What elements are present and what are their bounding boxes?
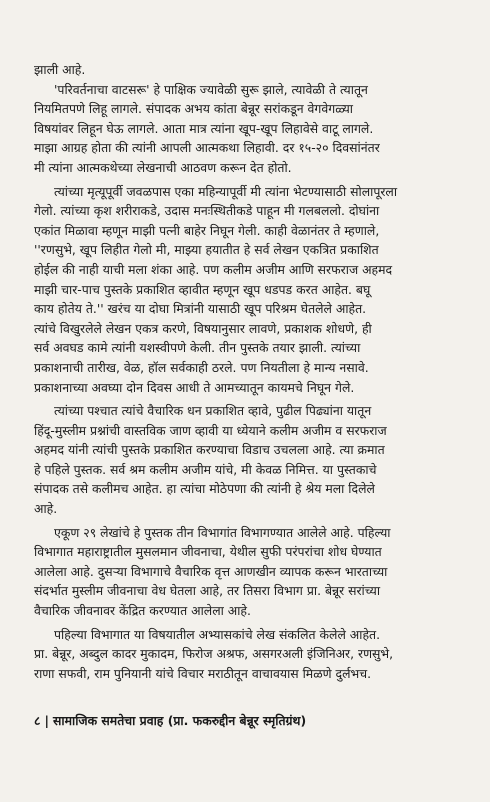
paragraph [34, 523, 460, 621]
text-line: पहिल्या विभागात या विषयातील अभ्यासकांचे लेख संकलित केलेले आहेत. [54, 626, 381, 642]
text-line: प्रा. बेन्नूर, अब्दुल कादर मुकादम, फिरोज अश्रफ, असगरअली इंजिनिअर, रणसुभे, [34, 646, 394, 662]
text-line: 'परिवर्तनाचा वाटसरू' हे पाक्षिक ज्यावेळी सुरू झाले, त्यावेळी ते त्यातून [54, 81, 368, 97]
text-line: ''रणसुभे, खूप लिहीत गेलो मी, माझ्या हयातीत हे सर्व लेखन एकत्रित प्रकाशित [34, 242, 379, 258]
text-line: संदर्भात मुस्लीम जीवनाचा वेध घेतला आहे, तर तिसरा विभाग प्रा. बेन्नूर सरांच्या [34, 583, 381, 599]
text-line: संपादक तसे कलीमच आहेत. हा त्यांचा मोठेपणा की त्यांनी हे श्रेय मला दिलेले [34, 481, 375, 497]
text-line: त्यांच्या मृत्यूपूर्वी जवळपास एका महिन्यापूर्वी मी त्यांना भेटण्यासाठी सोलापूरला [54, 183, 398, 199]
footer-divider: | [44, 713, 49, 728]
text-line: एकूण २९ लेखांचे हे पुस्तक तीन विभागांत विभागण्यात आलेले आहे. पहिल्या [54, 524, 391, 540]
text-line: झाली आहे. [34, 62, 86, 77]
text-line: विभागात महाराष्ट्रातील मुसलमान जीवनाचा, येथील सुफी परंपरांचा शोध घेण्यात [34, 544, 382, 560]
body-text [34, 60, 460, 683]
text-line: विषयांवर लिहून घेऊ लागले. आता मात्र त्यांना खूप-खूप लिहावेसे वाटू लागले. [34, 120, 374, 136]
paragraph [34, 80, 460, 178]
text-line: सर्व अवघड कामे त्यांनी यशस्वीपणे केली. तीन पुस्तके तयार झाली. त्यांच्या [34, 340, 361, 356]
text-line: त्यांच्या पश्चात त्यांचे वैचारिक धन प्रकाशित व्हावे, पुढील पिढ्यांना यातून [54, 403, 372, 419]
text-line: माझी चार-पाच पुस्तके प्रकाशित व्हावीत म्हणून खूप धडपड करत आहेत. बघू [34, 281, 371, 297]
page-number: ८ [34, 713, 41, 728]
text-line: होईल की नाही याची मला शंका आहे. पण कलीम अजीम आणि सरफराज अहमद [34, 261, 393, 277]
text-line: एकांत मिळावा म्हणून माझी पत्नी बाहेर निघून गेली. काही वेळानंतर ते म्हणाले, [34, 222, 380, 238]
paragraph [34, 60, 460, 80]
paragraph [34, 401, 460, 519]
text-line: आलेला आहे. दुसऱ्या विभागाचे वैचारिक वृत्त आणखीन व्यापक करून भारताच्या [34, 563, 388, 579]
text-line: हिंदू-मुस्लीम प्रश्नांची वास्तविक जाण व्हावी या ध्येयाने कलीम अजीम व सरफराज [34, 422, 387, 438]
book-title: सामाजिक समतेचा प्रवाह (प्रा. फकरुद्दीन बेन्नूर स्मृतिग्रंथ) [52, 713, 307, 728]
text-line: हे पहिले पुस्तक. सर्व श्रम कलीम अजीम यांचे, मी केवळ निमित्त. या पुस्तकाचे [34, 461, 377, 477]
paragraph [34, 625, 460, 684]
paragraph [34, 182, 460, 398]
text-line: मी त्यांना आत्मकथेच्या लेखनाची आठवण करून देत होतो. [34, 159, 292, 175]
text-line: नियमितपणे लिहू लागले. संपादक अभय कांता बेन्नूर सरांकडून वेगवेगळ्या [34, 101, 353, 117]
text-line: काय होतेय ते.'' खरंच या दोघा मित्रांनी यासाठी खूप परिश्रम घेतलेले आहेत. [34, 301, 367, 317]
text-line: वैचारिक जीवनावर केंद्रित करण्यात आलेला आहे. [34, 603, 251, 619]
text-line: अहमद यांनी त्यांची पुस्तके प्रकाशित करण्याचा विडाच उचलला आहे. त्या क्रमात [34, 442, 385, 458]
text-line: राणा सफवी, राम पुनियानी यांचे विचार मराठीतून वाचावयास मिळणे दुर्लभच. [34, 665, 372, 681]
page-footer [34, 712, 460, 729]
text-line: माझा आग्रह होता की त्यांनी आपली आत्मकथा लिहावी. दर १५-२० दिवसांनंतर [34, 140, 380, 156]
text-line: आहे. [34, 501, 58, 517]
text-line: गेलो. त्यांच्या कृश शरीराकडे, उदास मनःस्थितीकडे पाहून मी गलबललो. दोघांना [34, 203, 380, 219]
text-line: प्रकाशनाची तारीख, वेळ, हॉल सर्वकाही ठरले. पण नियतीला हे मान्य नसावे. [34, 359, 369, 375]
text-line: प्रकाशनाच्या अवघ्या दोन दिवस आधी ते आमच्यातून कायमचे निघून गेले. [34, 379, 355, 395]
text-line: त्यांचे विखुरलेले लेखन एकत्र करणे, विषयानुसार लावणे, प्रकाशक शोधणे, ही [34, 320, 372, 336]
